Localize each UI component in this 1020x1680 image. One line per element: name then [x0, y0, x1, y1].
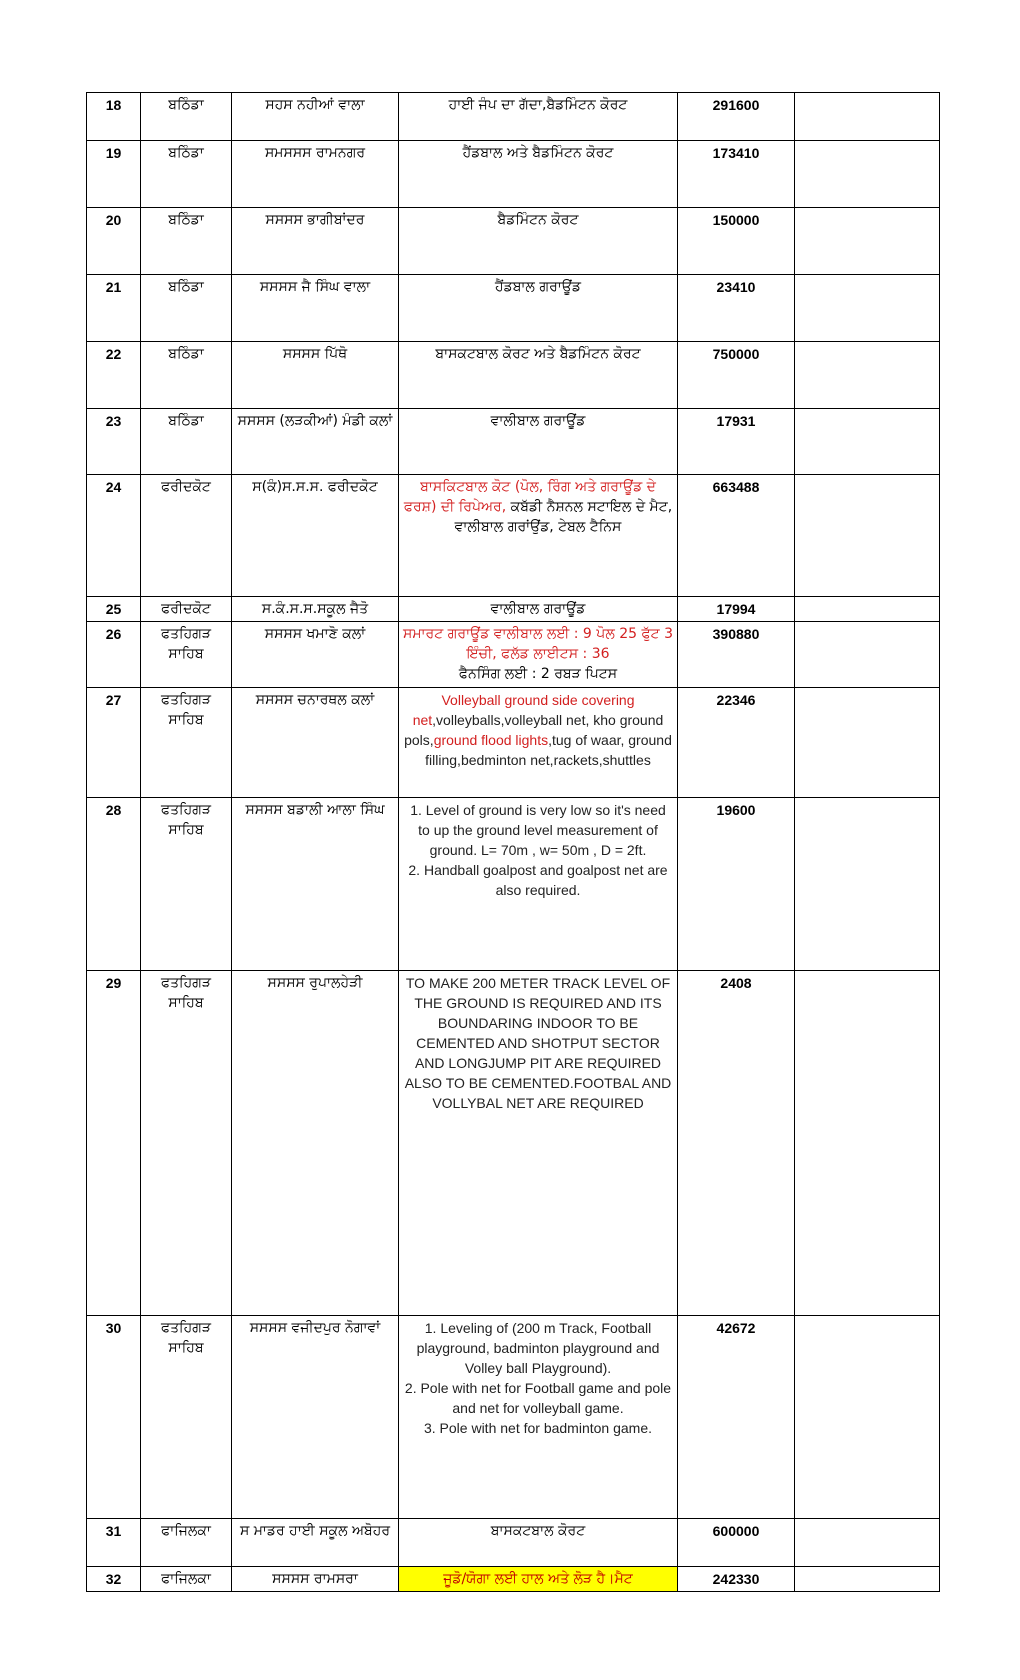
table-row — [87, 622, 940, 688]
table-row — [87, 1316, 940, 1519]
district: ਫਤਹਿਗੜ ਸਾਹਿਬ — [141, 622, 232, 688]
amount: 23410 — [678, 275, 795, 342]
amount: 150000 — [678, 208, 795, 275]
table-row — [87, 342, 940, 409]
school-name: ਸਸਸਸ ਰੁਪਾਲਹੇੜੀ — [232, 971, 399, 1316]
school-name: ਸਸਸਸ ਚਨਾਰਥਲ ਕਲਾਂ — [232, 688, 399, 798]
demand-description — [399, 688, 678, 798]
amount: 173410 — [678, 141, 795, 208]
demand-text: ,tug of waar, ground filling,bedminton net,rackets,shuttles — [425, 732, 672, 768]
demand-description — [399, 798, 678, 971]
serial-number: 18 — [87, 93, 141, 141]
district: ਬਠਿੰਡਾ — [141, 275, 232, 342]
demand-description: ਬੈਡਮਿੰਟਨ ਕੋਰਟ — [399, 208, 678, 275]
remarks-cell — [795, 1519, 940, 1567]
serial-number: 22 — [87, 342, 141, 409]
remarks-cell — [795, 1567, 940, 1592]
demand-point: 2. Pole with net for Football game and pole and net for volleyball game. — [404, 1380, 672, 1416]
remarks-cell — [795, 597, 940, 622]
serial-number: 31 — [87, 1519, 141, 1567]
amount: 291600 — [678, 93, 795, 141]
school-name: ਸਸਸਸ ਖਮਾਣੋ ਕਲਾਂ — [232, 622, 399, 688]
remarks-cell — [795, 409, 940, 475]
school-name: ਸਸਸਸ ਰਾਮਸਰਾ — [232, 1567, 399, 1592]
demand-highlighted-text: Volleyball ground side covering net — [412, 692, 635, 728]
serial-number: 23 — [87, 409, 141, 475]
table-row — [87, 798, 940, 971]
amount: 600000 — [678, 1519, 795, 1567]
district: ਫਾਜਿਲਕਾ — [141, 1519, 232, 1567]
school-name: ਸਸਸਸ ਬਡਾਲੀ ਆਲਾ ਸਿੰਘ — [232, 798, 399, 971]
demand-text: ਕਬੱਡੀ ਨੈਸ਼ਨਲ ਸਟਾਇਲ ਦੇ ਮੈਟ, ਵਾਲੀਬਾਲ ਗਰਾਂਉਂਡ, ਟੇਬਲ ਟੈਨਿਸ — [454, 499, 673, 535]
school-name: ਸਮਸਸਸ ਰਾਮਨਗਰ — [232, 141, 399, 208]
amount: 17994 — [678, 597, 795, 622]
demand-point: 1. Level of ground is very low so it's need to up the ground level measurement of ground. L= 70m , w= 50m , D = 2ft. — [410, 802, 666, 858]
demand-description: ਬਾਸਕਟਬਾਲ ਕੋਰਟ — [399, 1519, 678, 1567]
serial-number: 32 — [87, 1567, 141, 1592]
remarks-cell — [795, 1316, 940, 1519]
demand-text: ਫੈਨਸਿੰਗ ਲਈ : 2 ਰਬੜ ਪਿਟਸ — [458, 666, 618, 682]
district: ਬਠਿੰਡਾ — [141, 342, 232, 409]
demand-point: 3. Pole with net for badminton game. — [423, 1420, 653, 1436]
demand-highlighted-text: ਸਮਾਰਟ ਗਰਾਊਂਡ ਵਾਲੀਬਾਲ ਲਈ : 9 ਪੋਲ 25 ਫੁੱਟ 3 ਇੰਚੀ, ਫਲੱਡ ਲਾਈਟਸ : 36 — [403, 626, 673, 662]
remarks-cell — [795, 93, 940, 141]
remarks-cell — [795, 141, 940, 208]
school-name: ਸਸਸਸ ਵਜੀਦਪੁਰ ਨੋਗਾਵਾਂ — [232, 1316, 399, 1519]
serial-number: 24 — [87, 475, 141, 597]
demand-description: ਹਾਈ ਜੰਪ ਦਾ ਗੱਦਾ,ਬੈਡਮਿੰਟਨ ਕੋਰਟ — [399, 93, 678, 141]
district: ਬਠਿੰਡਾ — [141, 409, 232, 475]
demand-description — [399, 1316, 678, 1519]
table-row — [87, 1519, 940, 1567]
school-name: ਸਸਸਸ ਭਾਗੀਬਾਂਦਰ — [232, 208, 399, 275]
district: ਫਾਜਿਲਕਾ — [141, 1567, 232, 1592]
amount: 42672 — [678, 1316, 795, 1519]
demand-description: TO MAKE 200 METER TRACK LEVEL OF THE GROUND IS REQUIRED AND ITS BOUNDARING INDOOR TO BE CEMENTED AND SHOTPUT SECTOR AND LONGJUMP PIT ARE REQUIRED ALSO TO BE CEMENTED.FOOTBAL AND VOLLYBAL NET ARE REQUIRED — [399, 971, 678, 1316]
amount: 663488 — [678, 475, 795, 597]
demand-highlighted-text: ਬਾਸਕਿਟਬਾਲ ਕੋਟ (ਪੋਲ, ਰਿੰਗ ਅਤੇ ਗਰਾਊਂਡ ਦੇ ਫਰਸ਼) ਦੀ ਰਿਪੇਅਰ, — [403, 479, 656, 515]
remarks-cell — [795, 342, 940, 409]
demand-description: ਹੈਂਡਬਾਲ ਅਤੇ ਬੈਡਮਿੰਟਨ ਕੋਰਟ — [399, 141, 678, 208]
demand-highlighted-text: ground flood lights — [433, 732, 549, 748]
district: ਫਤਹਿਗੜ ਸਾਹਿਬ — [141, 798, 232, 971]
school-name: ਸਸਸਸ (ਲੜਕੀਆਂ) ਮੰਡੀ ਕਲਾਂ — [232, 409, 399, 475]
table-row — [87, 93, 940, 141]
remarks-cell — [795, 688, 940, 798]
table-row — [87, 971, 940, 1316]
serial-number: 25 — [87, 597, 141, 622]
amount: 17931 — [678, 409, 795, 475]
table-row — [87, 141, 940, 208]
school-name: ਸ.ਕੰ.ਸ.ਸ.ਸਕੂਲ ਜੈਤੋ — [232, 597, 399, 622]
amount: 2408 — [678, 971, 795, 1316]
demand-description: ਜੂਡੋ/ਯੋਗਾ ਲਈ ਹਾਲ ਅਤੇ ਲੋੜ ਹੈ।ਮੈਟ — [399, 1567, 678, 1592]
district: ਫਤਹਿਗੜ ਸਾਹਿਬ — [141, 688, 232, 798]
district: ਫਰੀਦਕੋਟ — [141, 597, 232, 622]
serial-number: 19 — [87, 141, 141, 208]
demand-description: ਵਾਲੀਬਾਲ ਗਰਾਊਂਡ — [399, 597, 678, 622]
table-row — [87, 597, 940, 622]
serial-number: 28 — [87, 798, 141, 971]
remarks-cell — [795, 275, 940, 342]
remarks-cell — [795, 971, 940, 1316]
serial-number: 21 — [87, 275, 141, 342]
school-name: ਸਸਸਸ ਜੈ ਸਿੰਘ ਵਾਲਾ — [232, 275, 399, 342]
demand-description — [399, 622, 678, 688]
school-name: ਸ(ਕੰ)ਸ.ਸ.ਸ. ਫਰੀਦਕੋਟ — [232, 475, 399, 597]
serial-number: 26 — [87, 622, 141, 688]
serial-number: 29 — [87, 971, 141, 1316]
amount: 390880 — [678, 622, 795, 688]
serial-number: 20 — [87, 208, 141, 275]
demand-description: ਵਾਲੀਬਾਲ ਗਰਾਊਂਡ — [399, 409, 678, 475]
table-row — [87, 1567, 940, 1592]
demand-text: ,volleyballs,volleyball net, kho ground pols, — [404, 712, 664, 748]
demand-description — [399, 475, 678, 597]
school-name: ਸ ਮਾਡਰ ਹਾਈ ਸਕੂਲ ਅਬੋਹਰ — [232, 1519, 399, 1567]
remarks-cell — [795, 475, 940, 597]
school-name: ਸਹਸ ਨਹੀਆਂ ਵਾਲਾ — [232, 93, 399, 141]
remarks-cell — [795, 622, 940, 688]
table-row — [87, 409, 940, 475]
sports-demand-table — [86, 92, 940, 1592]
amount: 22346 — [678, 688, 795, 798]
remarks-cell — [795, 208, 940, 275]
school-name: ਸਸਸਸ ਪਿੱਥੋ — [232, 342, 399, 409]
amount: 242330 — [678, 1567, 795, 1592]
district: ਬਠਿੰਡਾ — [141, 93, 232, 141]
remarks-cell — [795, 798, 940, 971]
amount: 19600 — [678, 798, 795, 971]
demand-description: ਹੈਂਡਬਾਲ ਗਰਾਊਂਡ — [399, 275, 678, 342]
district: ਫਤਹਿਗੜ ਸਾਹਿਬ — [141, 1316, 232, 1519]
amount: 750000 — [678, 342, 795, 409]
demand-point: 2. Handball goalpost and goalpost net are also required. — [408, 862, 668, 898]
demand-description: ਬਾਸਕਟਬਾਲ ਕੋਰਟ ਅਤੇ ਬੈਡਮਿੰਟਨ ਕੋਰਟ — [399, 342, 678, 409]
serial-number: 30 — [87, 1316, 141, 1519]
table-row — [87, 275, 940, 342]
table-row — [87, 688, 940, 798]
demand-point: 1. Leveling of (200 m Track, Football playground, badminton playground and Volley ball Playground). — [416, 1320, 660, 1376]
district: ਬਠਿੰਡਾ — [141, 208, 232, 275]
district: ਫਤਹਿਗੜ ਸਾਹਿਬ — [141, 971, 232, 1316]
district: ਬਠਿੰਡਾ — [141, 141, 232, 208]
table-row — [87, 475, 940, 597]
serial-number: 27 — [87, 688, 141, 798]
table-row — [87, 208, 940, 275]
district: ਫਰੀਦਕੋਟ — [141, 475, 232, 597]
